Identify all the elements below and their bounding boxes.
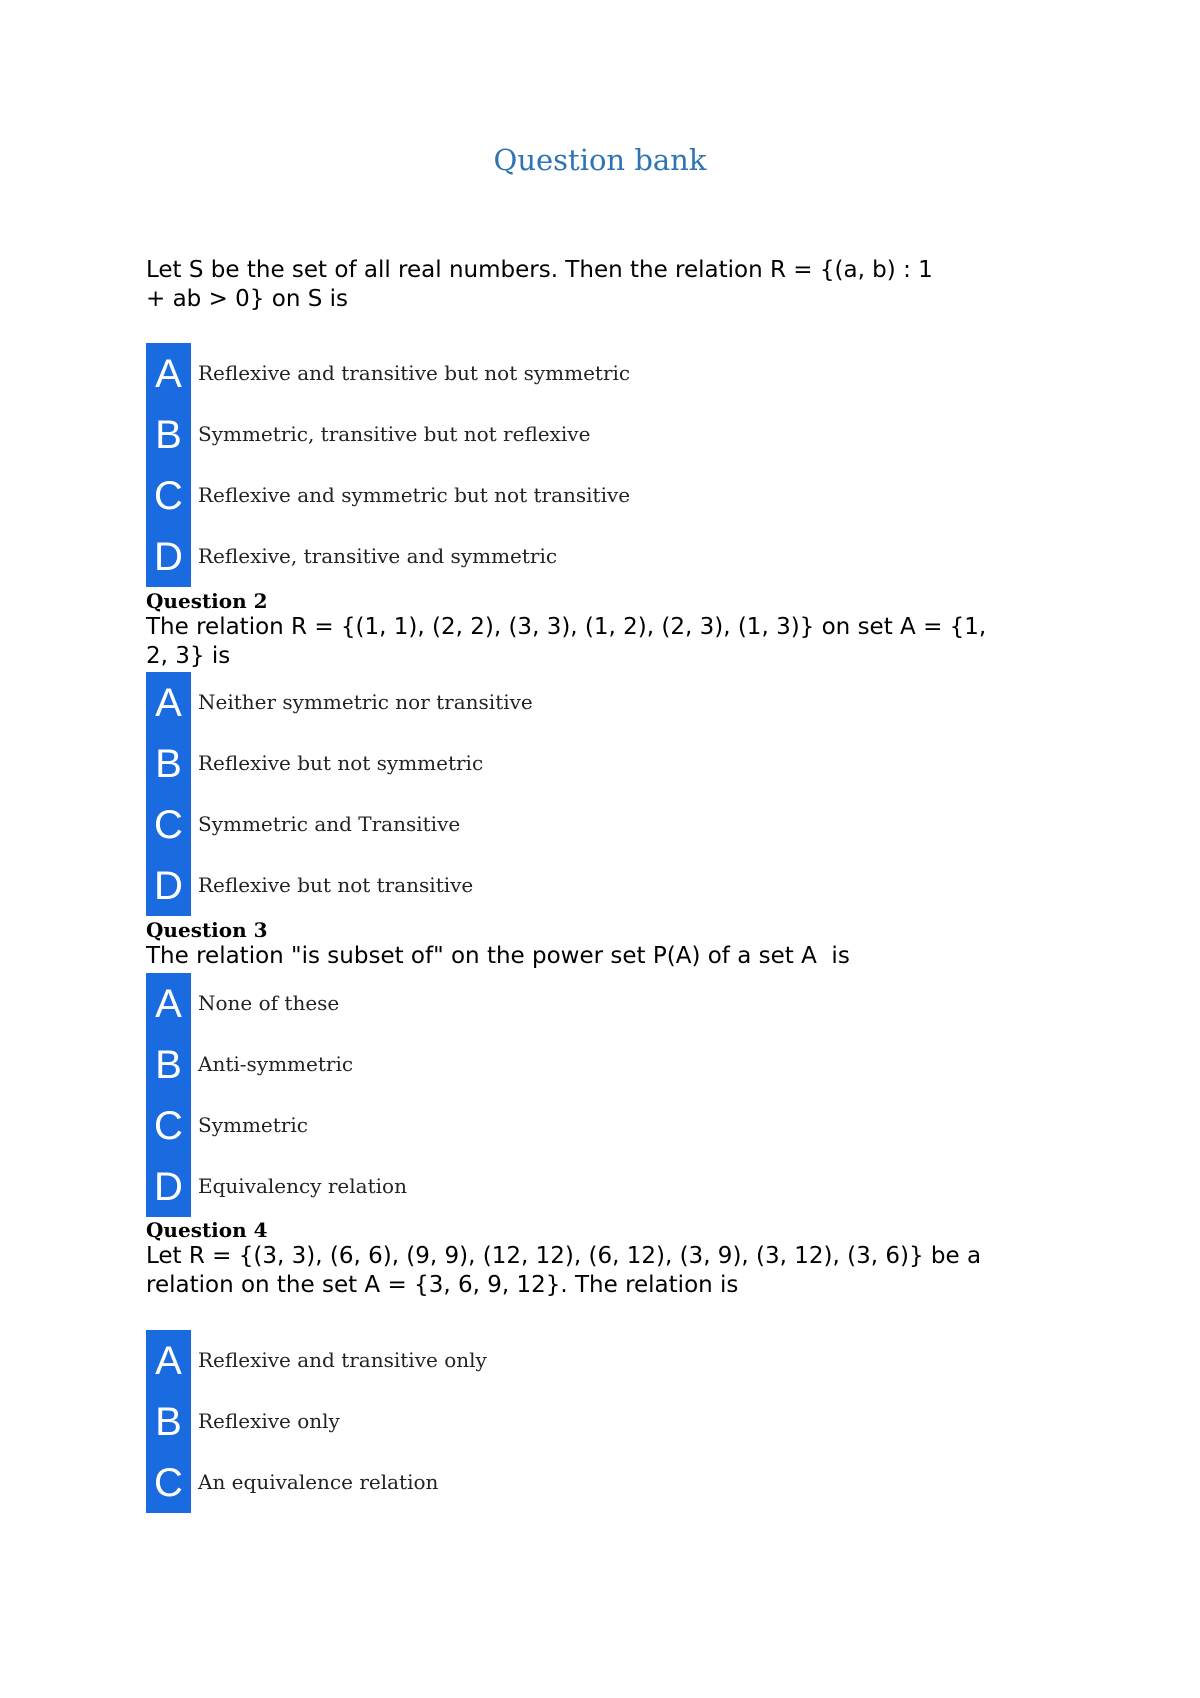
option-text: Reflexive and transitive only [198,1348,487,1372]
option-text: Reflexive and transitive but not symmetric [198,361,631,385]
question-1-text [146,256,1046,314]
question-text-line: Let S be the set of all real numbers. Then the relation R = {(a, b) : 1 [146,257,933,283]
question-3-text [146,942,1046,971]
question-text-line: The relation "is subset of" on the power set P(A) of a set A is [146,943,850,969]
option-text: None of these [198,991,340,1015]
option-text: Reflexive but not transitive [198,873,474,897]
option-letter-badge: C [146,794,191,855]
question-text-line: The relation R = {(1, 1), (2, 2), (3, 3), (1, 2), (2, 3), (1, 3)} on set A = {1, [146,614,987,640]
option-letter-badge: A [146,343,191,404]
option-letter-badge: A [146,973,191,1034]
question-4-label: Question 4 [146,1218,268,1242]
document-title: Question bank [493,143,707,177]
option-text: Symmetric, transitive but not reflexive [198,422,591,446]
option-letter-badge: C [146,1452,191,1513]
option-text: Neither symmetric nor transitive [198,690,533,714]
option-text: Reflexive and symmetric but not transitive [198,483,631,507]
option-text: Equivalency relation [198,1174,407,1198]
option-letter-badge: B [146,1034,191,1095]
option-letter-badge: C [146,465,191,526]
option-text: An equivalence relation [198,1470,439,1494]
question-text-line: + ab > 0} on S is [146,286,348,312]
question-text-line: relation on the set A = {3, 6, 9, 12}. The relation is [146,1272,739,1298]
option-text: Anti-symmetric [198,1052,354,1076]
option-letter-badge: B [146,404,191,465]
option-letter-badge: A [146,1330,191,1391]
question-text-line: 2, 3} is [146,643,231,669]
option-letter-badge: D [146,855,191,916]
option-text: Reflexive only [198,1409,340,1433]
question-2-text [146,613,1046,671]
question-3-label: Question 3 [146,918,268,942]
option-text: Symmetric [198,1113,308,1137]
option-letter-badge: D [146,526,191,587]
option-letter-badge: B [146,1391,191,1452]
question-2-label: Question 2 [146,589,268,613]
option-letter-badge: C [146,1095,191,1156]
question-4-text [146,1242,1046,1300]
option-text: Symmetric and Transitive [198,812,461,836]
option-letter-badge: A [146,672,191,733]
option-text: Reflexive but not symmetric [198,751,484,775]
question-text-line: Let R = {(3, 3), (6, 6), (9, 9), (12, 12), (6, 12), (3, 9), (3, 12), (3, 6)} be a [146,1243,982,1269]
option-letter-badge: B [146,733,191,794]
option-letter-badge: D [146,1156,191,1217]
option-text: Reflexive, transitive and symmetric [198,544,558,568]
